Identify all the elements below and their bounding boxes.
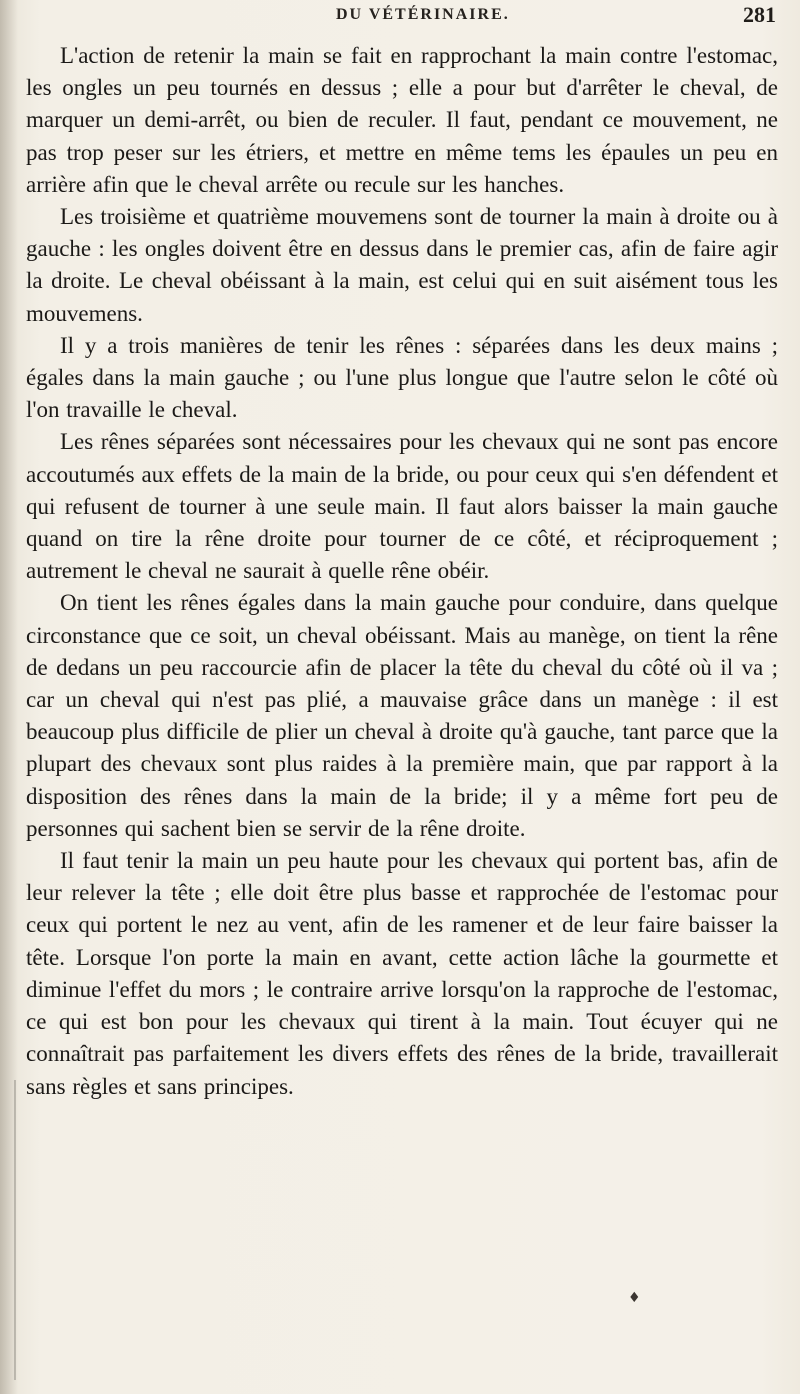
- ornament-mark: ♦: [628, 1290, 641, 1306]
- page-header: [0, 2, 800, 36]
- paragraph-5: On tient les rênes égales dans la main gauche pour conduire, dans quelque circonstance que ce soit, un cheval obéissant. Mais au manège, on tient la rêne de dedans un peu raccourcie afin de placer la tête du cheval du côté où il va ; car un cheval qui n'est pas plié, a mauvaise grâce dans un manège : il est beaucoup plus difficile de plier un cheval à droite qu'à gauche, tant parce que la plupart des chevaux sont plus raides à la première main, que par rapport à la disposition des rênes dans la main de la bride; il y a même fort peu de personnes qui sachent bien se servir de la rêne droite.: [26, 590, 778, 841]
- paragraph-6: Il faut tenir la main un peu haute pour les chevaux qui portent bas, afin de leur relever la tête ; elle doit être plus basse et rapprochée de l'estomac pour ceux qui portent le nez au vent, afin de les ramener et de leur faire baisser la tête. Lorsque l'on porte la main en avant, cette action lâche la gourmette et diminue l'effet du mors ; le contraire arrive lorsqu'on la rapproche de l'estomac, ce qui est bon pour les chevaux qui tirent à la main. Tout écuyer qui ne connaîtrait pas parfaitement les divers effets des rênes de la bride, travaillerait sans règles et sans principes.: [26, 848, 778, 1099]
- paragraph-1: L'action de retenir la main se fait en rapprochant la main contre l'estomac, les ongles un peu tournés en dessus ; elle a pour but d'arrêter le cheval, de marquer un demi-arrêt, ou bien de reculer. Il faut, pendant ce mouvement, ne pas trop peser sur les étriers, et mettre en même tems les épaules un peu en arrière afin que le cheval arrête ou recule sur les hanches.: [26, 43, 778, 197]
- running-head: DU VÉTÉRINAIRE.: [336, 6, 510, 23]
- paragraph-2: Les troisième et quatrième mouvemens sont de tourner la main à droite ou à gauche : les ongles doivent être en dessus dans le premier cas, afin de faire agir la droite. Le cheval obéissant à la main, est celui qui en suit aisément tous les mouvemens.: [26, 204, 778, 326]
- binding-edge-line: [14, 1080, 16, 1380]
- page-number: 281: [743, 2, 776, 27]
- paragraph-3: Il y a trois manières de tenir les rênes : séparées dans les deux mains ; égales dans la main gauche ; ou l'une plus longue que l'autre selon le côté où l'on travaille le cheval.: [26, 332, 778, 423]
- paragraph-4: Les rênes séparées sont nécessaires pour les chevaux qui ne sont pas encore accoutumés aux effets de la main de la bride, ou pour ceux qui s'en défendent et qui refusent de tourner à une seule main. Il faut alors baisser la main gauche quand on tire la rêne droite pour tourner de ce côté, et réciproquement ; autrement le cheval ne saurait à quelle rêne obéir.: [26, 429, 778, 584]
- body-text: [26, 40, 778, 1103]
